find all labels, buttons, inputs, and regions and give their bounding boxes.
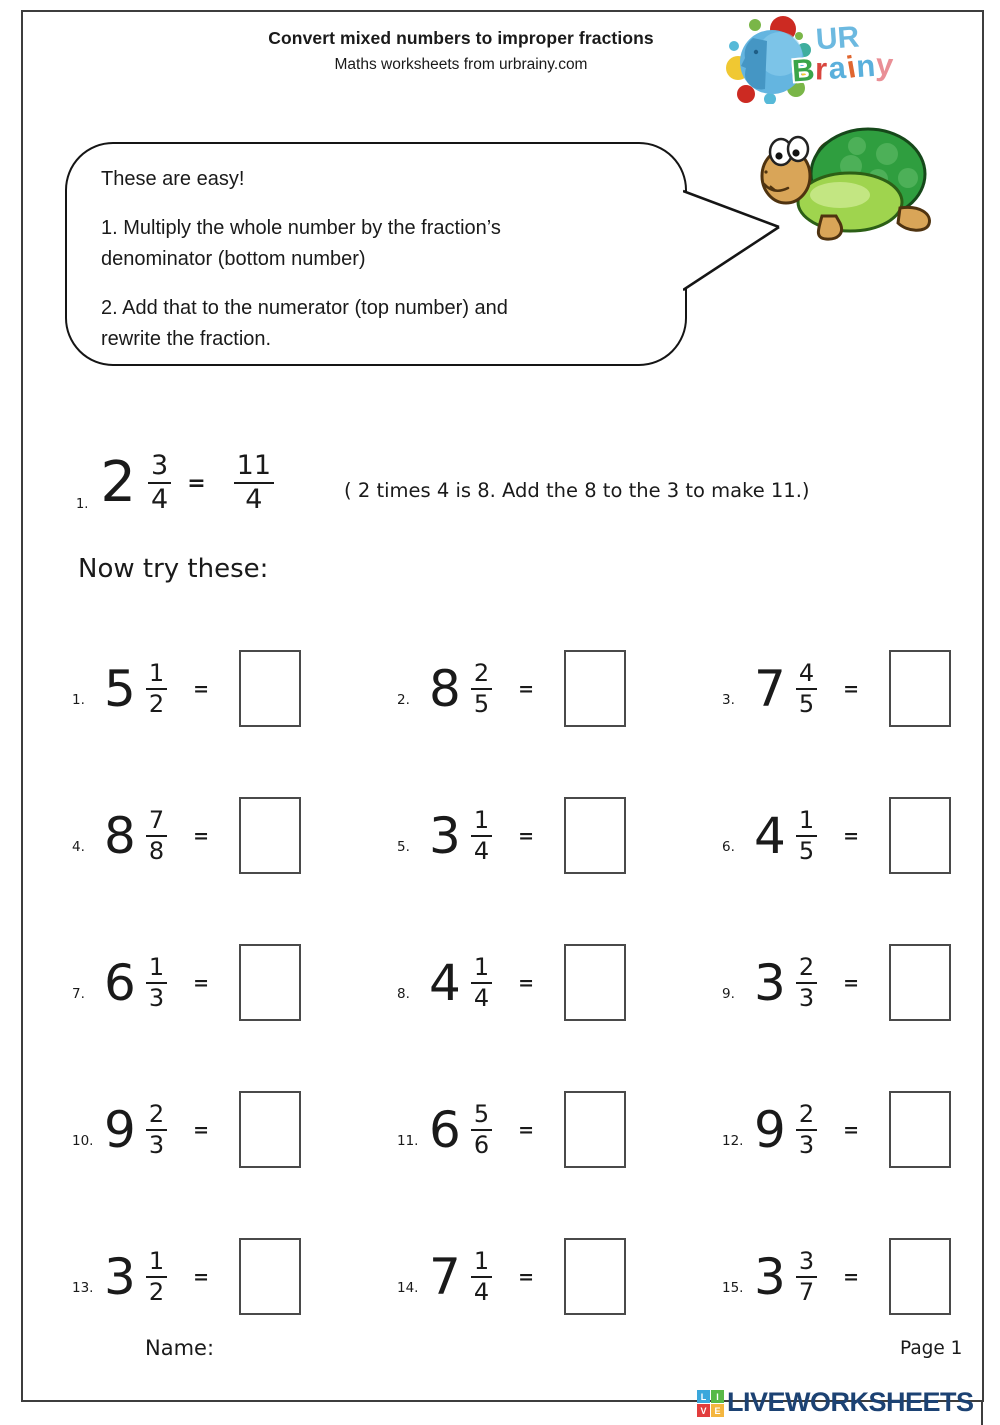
equals-sign: = [193,1118,210,1141]
problem-item [65,1203,390,1350]
problem-fraction [796,807,817,865]
answer-box[interactable] [239,650,301,727]
example-number: 1. [76,497,89,512]
answer-box[interactable] [889,1091,951,1168]
example-note: ( 2 times 4 is 8. Add the 8 to the 3 to make 11.) [344,478,810,502]
name-label: Name: [145,1336,215,1360]
bubble-line-1: These are easy! [101,168,245,190]
equals-sign: = [843,1118,860,1141]
fraction-numerator: 11 [234,451,274,484]
problem-fraction [471,660,492,718]
equals-sign: = [518,824,535,847]
problem-item [715,1203,957,1350]
problem-whole-number: 3 [754,1247,786,1306]
fraction-numerator: 2 [146,1101,167,1131]
urbrainy-brainy [791,46,896,89]
fraction-numerator: 1 [471,954,492,984]
fraction-denominator: 3 [798,1130,815,1159]
problem-number: 2. [397,691,410,708]
fraction-denominator: 3 [798,983,815,1012]
problem-whole-number: 4 [429,953,461,1012]
problem-whole-number: 4 [754,806,786,865]
problem-item [715,615,957,762]
problem-item [390,1056,715,1203]
fraction-numerator: 2 [471,660,492,690]
problem-number: 5. [397,838,410,855]
problem-number: 10. [72,1132,94,1149]
fraction-numerator: 1 [471,1248,492,1278]
fraction-numerator: 3 [796,1248,817,1278]
equals-sign: = [518,971,535,994]
problem-item [390,762,715,909]
page-number: Page 1 [900,1338,963,1359]
answer-box[interactable] [889,650,951,727]
problem-item [65,762,390,909]
problem-whole-number: 8 [429,659,461,718]
fraction-denominator: 5 [798,689,815,718]
problem-item [390,615,715,762]
problem-whole-number: 5 [104,659,136,718]
fraction-numerator: 7 [146,807,167,837]
equals-sign: = [518,1265,535,1288]
fraction-denominator: 2 [148,1277,165,1306]
problems-grid [65,615,957,1350]
liveworksheets-squares-icon [697,1390,724,1417]
answer-box[interactable] [239,1238,301,1315]
fraction-denominator: 6 [473,1130,490,1159]
fraction-numerator: 1 [146,660,167,690]
answer-box[interactable] [889,1238,951,1315]
problem-fraction [796,954,817,1012]
urbrainy-letter: r [815,51,829,87]
problem-number: 7. [72,985,85,1002]
answer-box[interactable] [564,650,626,727]
answer-box[interactable] [239,797,301,874]
fraction-denominator: 3 [148,1130,165,1159]
fraction-denominator: 7 [798,1277,815,1306]
answer-box[interactable] [239,1091,301,1168]
instruction-text: Now try these: [78,554,269,584]
problem-fraction [471,954,492,1012]
equals-sign: = [843,677,860,700]
equals-sign: = [193,824,210,847]
answer-box[interactable] [564,1238,626,1315]
liveworksheets-square: L [697,1390,710,1403]
problem-item [65,615,390,762]
fraction-numerator: 1 [471,807,492,837]
fraction-numerator: 2 [796,1101,817,1131]
problem-item [390,909,715,1056]
fraction-denominator: 2 [148,689,165,718]
problem-whole-number: 3 [754,953,786,1012]
problem-whole-number: 6 [429,1100,461,1159]
liveworksheets-square: I [711,1390,724,1403]
fraction-numerator: 1 [146,1248,167,1278]
problem-whole-number: 6 [104,953,136,1012]
problem-fraction [146,807,167,865]
urbrainy-letter: i [843,48,860,86]
example-whole-number: 2 [100,450,137,515]
equals-sign: = [843,824,860,847]
fraction-denominator: 4 [473,836,490,865]
problem-number: 15. [722,1279,744,1296]
fraction-denominator: 5 [473,689,490,718]
problem-whole-number: 7 [754,659,786,718]
problem-number: 4. [72,838,85,855]
problem-number: 3. [722,691,735,708]
fraction-numerator: 4 [796,660,817,690]
fraction-denominator: 4 [245,484,263,515]
problem-number: 9. [722,985,735,1002]
problem-fraction [471,1101,492,1159]
problem-fraction [471,807,492,865]
example-problem [76,446,810,520]
problem-number: 1. [72,691,85,708]
urbrainy-logo [726,16,921,106]
problem-fraction [146,660,167,718]
equals-sign: = [843,1265,860,1288]
page-subtitle: Maths worksheets from urbrainy.com [334,56,588,73]
problem-fraction [471,1248,492,1306]
urbrainy-letter: a [827,49,848,86]
fraction-numerator: 2 [796,954,817,984]
answer-box[interactable] [564,944,626,1021]
turtle-icon [752,122,937,244]
urbrainy-letter: B [790,51,817,89]
urbrainy-letter: y [875,46,896,83]
problem-fraction [796,660,817,718]
problem-item [65,1056,390,1203]
fraction-numerator: 1 [146,954,167,984]
problem-whole-number: 9 [754,1100,786,1159]
problem-item [715,1056,957,1203]
example-fraction [148,451,171,514]
problem-number: 14. [397,1279,419,1296]
liveworksheets-square: E [711,1404,724,1417]
equals-sign: = [193,677,210,700]
example-answer-fraction [234,451,274,514]
problem-whole-number: 3 [104,1247,136,1306]
bubble-step-1: 1. Multiply the whole number by the fraction’s denominator (bottom number) [101,216,501,271]
problem-whole-number: 8 [104,806,136,865]
problem-number: 6. [722,838,735,855]
problem-item [715,762,957,909]
answer-box[interactable] [564,1091,626,1168]
page-title: Convert mixed numbers to improper fractions [268,28,654,48]
problem-item [390,1203,715,1350]
fraction-numerator: 3 [148,451,171,484]
answer-box[interactable] [564,797,626,874]
problem-item [65,909,390,1056]
problem-fraction [796,1101,817,1159]
equals-sign: = [518,677,535,700]
problem-fraction [146,1248,167,1306]
problem-fraction [146,954,167,1012]
problem-whole-number: 7 [429,1247,461,1306]
speech-bubble [65,142,687,366]
urbrainy-letter: n [855,47,878,85]
problem-whole-number: 3 [429,806,461,865]
problem-number: 12. [722,1132,744,1149]
problem-whole-number: 9 [104,1100,136,1159]
fraction-numerator: 1 [796,807,817,837]
answer-box[interactable] [239,944,301,1021]
fraction-denominator: 4 [473,1277,490,1306]
equals-sign: = [843,971,860,994]
fraction-denominator: 4 [151,484,169,515]
liveworksheets-square: V [697,1404,710,1417]
equals-sign: = [518,1118,535,1141]
problem-number: 13. [72,1279,94,1296]
problem-fraction [796,1248,817,1306]
equals-sign: = [193,1265,210,1288]
page-border-stub [981,1400,983,1425]
equals-sign: = [193,971,210,994]
problem-item [715,909,957,1056]
fraction-denominator: 8 [148,836,165,865]
answer-box[interactable] [889,797,951,874]
fraction-denominator: 4 [473,983,490,1012]
problem-fraction [146,1101,167,1159]
problem-number: 11. [397,1132,419,1149]
problem-number: 8. [397,985,410,1002]
fraction-denominator: 3 [148,983,165,1012]
equals-sign: = [187,470,206,496]
liveworksheets-wordmark: LIVEWORKSHEETS [727,1387,974,1417]
liveworksheets-logo[interactable] [697,1387,974,1418]
urbrainy-ur-text: UR [814,20,861,57]
bubble-step-2: 2. Add that to the numerator (top number) and rewrite the fraction. [101,296,508,351]
answer-box[interactable] [889,944,951,1021]
fraction-numerator: 5 [471,1101,492,1131]
fraction-denominator: 5 [798,836,815,865]
